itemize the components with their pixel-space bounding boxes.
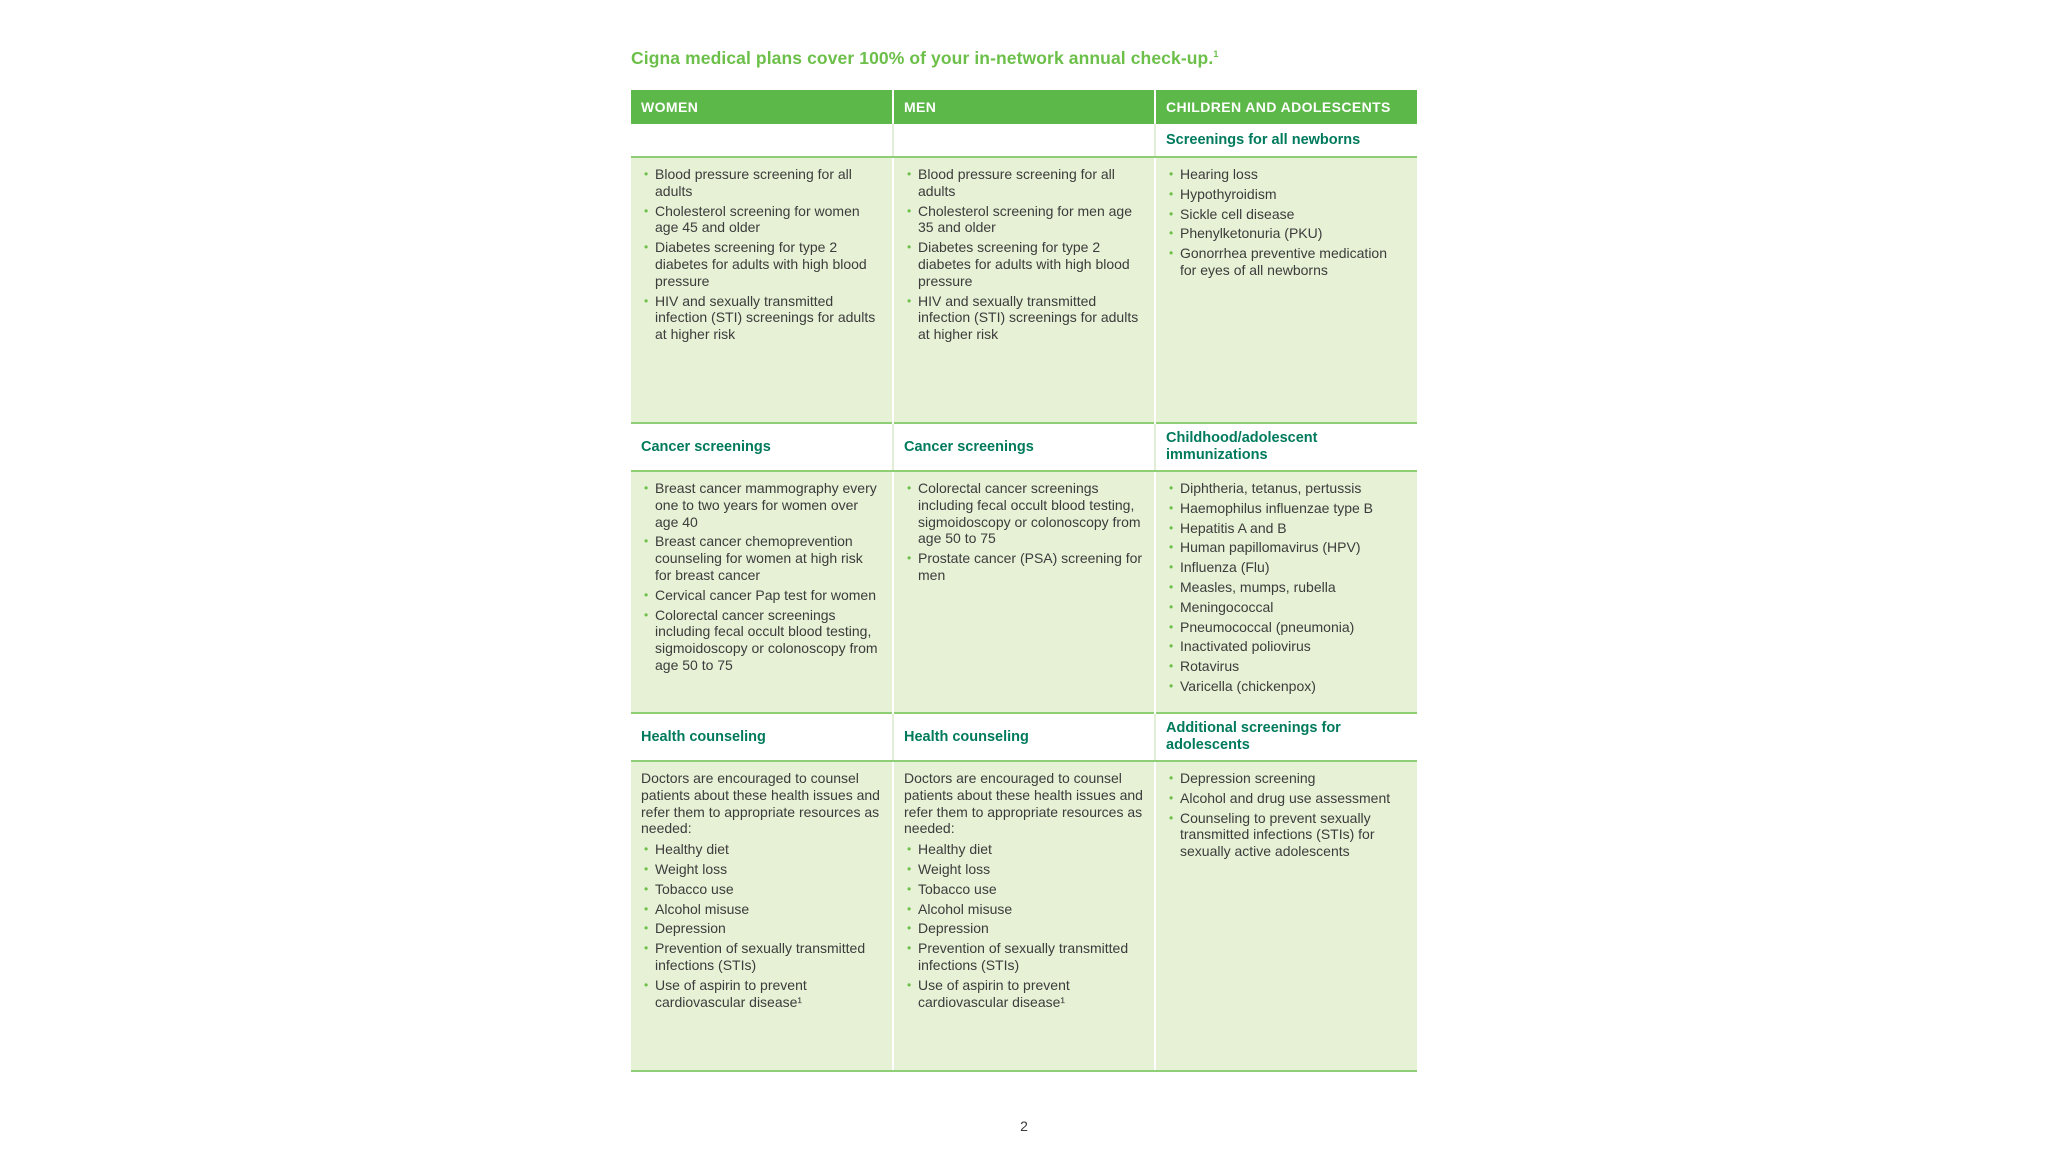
list-item: • Breast cancer chemoprevention counseling for women at high risk for breast cancer <box>641 533 882 583</box>
list-item: • Counseling to prevent sexually transmitted infections (STIs) for sexually active adolescents <box>1166 810 1407 860</box>
column-header-children: CHILDREN AND ADOLESCENTS <box>1155 90 1417 124</box>
list-item: • Diabetes screening for type 2 diabetes for adults with high blood pressure <box>904 239 1144 289</box>
list-item: • Influenza (Flu) <box>1166 559 1407 576</box>
list-item: • Hypothyroidism <box>1166 186 1407 203</box>
list-item: • Weight loss <box>904 861 1144 878</box>
list-item: • Prostate cancer (PSA) screening for men <box>904 550 1144 584</box>
section1-men-heading <box>893 124 1155 157</box>
list-item: • Diphtheria, tetanus, pertussis <box>1166 480 1407 497</box>
section3-children-heading: Additional screenings for adolescents <box>1155 713 1417 761</box>
section3-children-list <box>1166 770 1407 860</box>
title-footnote-marker: 1 <box>1213 49 1219 60</box>
checkup-coverage-table <box>631 90 1417 1072</box>
page-title-text: Cigna medical plans cover 100% of your in-network annual check-up. <box>631 48 1214 68</box>
section3-men-intro: Doctors are encouraged to counsel patients about these health issues and refer them to appropriate resources as needed: <box>904 770 1143 837</box>
section1-men-cell <box>893 157 1155 423</box>
section3-women-heading: Health counseling <box>631 713 893 761</box>
section2-children-list <box>1166 480 1407 695</box>
section1-men-list <box>904 166 1144 343</box>
column-header-men: MEN <box>893 90 1155 124</box>
section1-women-cell <box>631 157 893 423</box>
list-item: • Pneumococcal (pneumonia) <box>1166 619 1407 636</box>
list-item: • Tobacco use <box>641 881 882 898</box>
list-item: • Rotavirus <box>1166 658 1407 675</box>
list-item: • Use of aspirin to prevent cardiovascular disease¹ <box>904 977 1144 1011</box>
list-item: • Healthy diet <box>904 841 1144 858</box>
list-item: • Cervical cancer Pap test for women <box>641 587 882 604</box>
list-item: • Tobacco use <box>904 881 1144 898</box>
section3-men-heading: Health counseling <box>893 713 1155 761</box>
list-item: • Alcohol misuse <box>641 901 882 918</box>
section1-heading-row <box>631 124 1417 157</box>
section1-women-heading <box>631 124 893 157</box>
list-item: • Alcohol misuse <box>904 901 1144 918</box>
list-item: • HIV and sexually transmitted infection (STI) screenings for adults at higher risk <box>641 293 882 343</box>
list-item: • Measles, mumps, rubella <box>1166 579 1407 596</box>
page-title <box>631 48 1218 69</box>
list-item: • Hearing loss <box>1166 166 1407 183</box>
section2-women-cell <box>631 471 893 713</box>
section2-women-list <box>641 480 882 674</box>
list-item: • Cholesterol screening for women age 45 and older <box>641 203 882 237</box>
list-item: • Prevention of sexually transmitted infections (STIs) <box>641 940 882 974</box>
list-item: • Diabetes screening for type 2 diabetes for adults with high blood pressure <box>641 239 882 289</box>
section3-heading-row <box>631 713 1417 761</box>
list-item: • Human papillomavirus (HPV) <box>1166 539 1407 556</box>
section1-children-cell <box>1155 157 1417 423</box>
list-item: • Prevention of sexually transmitted infections (STIs) <box>904 940 1144 974</box>
section3-men-cell <box>893 761 1155 1071</box>
list-item: • Varicella (chickenpox) <box>1166 678 1407 695</box>
list-item: • Healthy diet <box>641 841 882 858</box>
list-item: • Hepatitis A and B <box>1166 520 1407 537</box>
list-item: • HIV and sexually transmitted infection (STI) screenings for adults at higher risk <box>904 293 1144 343</box>
section1-body-row <box>631 157 1417 423</box>
list-item: • Depression <box>904 920 1144 937</box>
list-item: • Colorectal cancer screenings including fecal occult blood testing, sigmoidoscopy or colonoscopy from age 50 to 75 <box>641 607 882 674</box>
list-item: • Gonorrhea preventive medication for eyes of all newborns <box>1166 245 1407 279</box>
section2-children-heading: Childhood/adolescent immunizations <box>1155 423 1417 471</box>
section2-heading-row <box>631 423 1417 471</box>
section3-women-list <box>641 841 882 1010</box>
list-item: • Alcohol and drug use assessment <box>1166 790 1407 807</box>
section3-body-row <box>631 761 1417 1071</box>
section1-women-list <box>641 166 882 343</box>
list-item: • Use of aspirin to prevent cardiovascular disease¹ <box>641 977 882 1011</box>
list-item: • Inactivated poliovirus <box>1166 638 1407 655</box>
list-item: • Sickle cell disease <box>1166 206 1407 223</box>
section3-women-intro: Doctors are encouraged to counsel patients about these health issues and refer them to appropriate resources as needed: <box>641 770 880 837</box>
list-item: • Blood pressure screening for all adults <box>904 166 1144 200</box>
section1-children-list <box>1166 166 1407 279</box>
section2-children-cell <box>1155 471 1417 713</box>
section3-men-list <box>904 841 1144 1010</box>
page-number: 2 <box>1020 1118 1028 1134</box>
column-header-women: WOMEN <box>631 90 893 124</box>
list-item: • Colorectal cancer screenings including fecal occult blood testing, sigmoidoscopy or colonoscopy from age 50 to 75 <box>904 480 1144 547</box>
list-item: • Cholesterol screening for men age 35 and older <box>904 203 1144 237</box>
section2-women-heading: Cancer screenings <box>631 423 893 471</box>
list-item: • Depression <box>641 920 882 937</box>
list-item: • Meningococcal <box>1166 599 1407 616</box>
section2-men-cell <box>893 471 1155 713</box>
list-item: • Phenylketonuria (PKU) <box>1166 225 1407 242</box>
list-item: • Blood pressure screening for all adults <box>641 166 882 200</box>
column-header-row <box>631 90 1417 124</box>
section1-children-heading: Screenings for all newborns <box>1155 124 1417 157</box>
list-item: • Haemophilus influenzae type B <box>1166 500 1407 517</box>
section3-women-cell <box>631 761 893 1071</box>
list-item: • Weight loss <box>641 861 882 878</box>
section2-men-list <box>904 480 1144 584</box>
section2-body-row <box>631 471 1417 713</box>
list-item: • Depression screening <box>1166 770 1407 787</box>
list-item: • Breast cancer mammography every one to two years for women over age 40 <box>641 480 882 530</box>
section3-children-cell <box>1155 761 1417 1071</box>
section2-men-heading: Cancer screenings <box>893 423 1155 471</box>
